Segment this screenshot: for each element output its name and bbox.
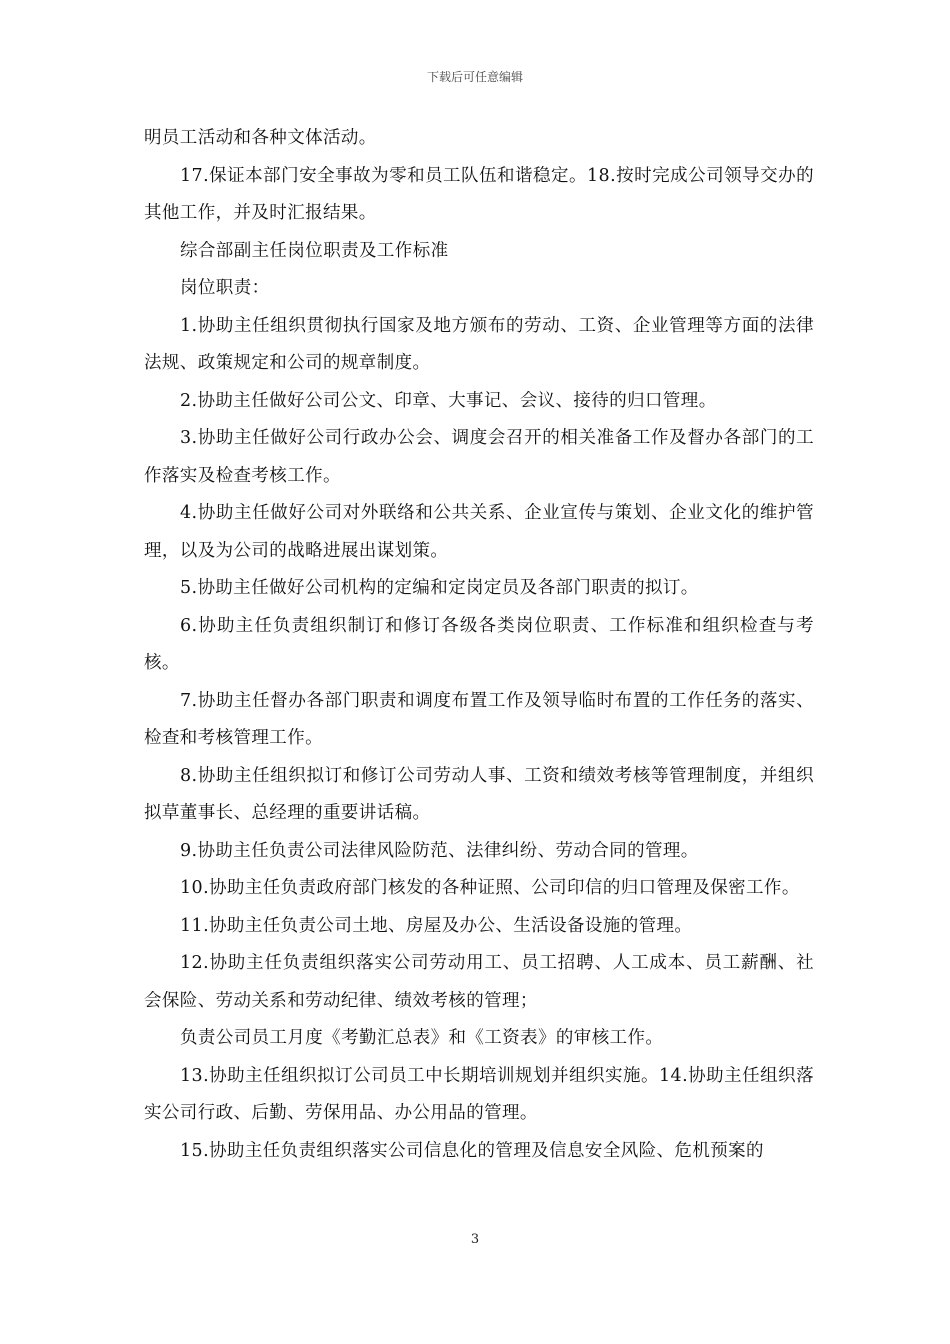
paragraph-item-17-18: 17.保证本部门安全事故为零和员工队伍和谐稳定。18.按时完成公司领导交办的其他工作，并及时汇报结果。 bbox=[144, 165, 814, 223]
paragraph-item-2: 2.协助主任做好公司公文、印章、大事记、会议、接待的归口管理。 bbox=[180, 390, 717, 411]
paragraph-item-12-continued: 负责公司员工月度《考勤汇总表》和《工资表》的审核工作。 bbox=[180, 1028, 664, 1048]
paragraph-item-1: 1.协助主任组织贯彻执行国家及地方颁布的劳动、工资、企业管理等方面的法律法规、政策规定和公司的规章制度。 bbox=[144, 315, 814, 373]
paragraph-item-5: 5.协助主任做好公司机构的定编和定岗定员及各部门职责的拟订。 bbox=[180, 578, 699, 598]
paragraph-item-7: 7.协助主任督办各部门职责和调度布置工作及领导临时布置的工作任务的落实、检查和考核管理工作。 bbox=[144, 690, 814, 748]
paragraph-item-4: 4.协助主任做好公司对外联络和公共关系、企业宣传与策划、企业文化的维护管理，以及为公司的战略进展出谋划策。 bbox=[144, 503, 814, 561]
document-body bbox=[144, 120, 814, 1170]
paragraph-item-6: 6.协助主任负责组织制订和修订各级各类岗位职责、工作标准和组织检查与考核。 bbox=[144, 615, 814, 673]
paragraph-item-9: 9.协助主任负责公司法律风险防范、法律纠纷、劳动合同的管理。 bbox=[180, 840, 699, 861]
paragraph-item-3: 3.协助主任做好公司行政办公会、调度会召开的相关准备工作及督办各部门的工作落实及检查考核工作。 bbox=[144, 428, 814, 486]
subsection-title: 岗位职责： bbox=[180, 278, 270, 298]
page-header: 下载后可任意编辑 bbox=[426, 70, 523, 84]
paragraph-item-15: 15.协助主任负责组织落实公司信息化的管理及信息安全风险、危机预案的 bbox=[180, 1140, 764, 1161]
section-title: 综合部副主任岗位职责及工作标准 bbox=[180, 240, 449, 261]
page-number: 3 bbox=[470, 1232, 480, 1247]
paragraph-continuation: 明员工活动和各种文体活动。 bbox=[144, 128, 377, 148]
paragraph-item-10: 10.协助主任负责政府部门核发的各种证照、公司印信的归口管理及保密工作。 bbox=[180, 878, 800, 898]
paragraph-item-12: 12.协助主任负责组织落实公司劳动用工、员工招聘、人工成本、员工薪酬、社会保险、劳动关系和劳动纪律、绩效考核的管理； bbox=[144, 953, 814, 1011]
paragraph-item-8: 8.协助主任组织拟订和修订公司劳动人事、工资和绩效考核等管理制度，并组织拟草董事长、总经理的重要讲话稿。 bbox=[144, 765, 814, 823]
paragraph-item-13-14: 13.协助主任组织拟订公司员工中长期培训规划并组织实施。14.协助主任组织落实公司行政、后勤、劳保用品、办公用品的管理。 bbox=[144, 1065, 814, 1123]
paragraph-item-11: 11.协助主任负责公司土地、房屋及办公、生活设备设施的管理。 bbox=[180, 915, 693, 936]
